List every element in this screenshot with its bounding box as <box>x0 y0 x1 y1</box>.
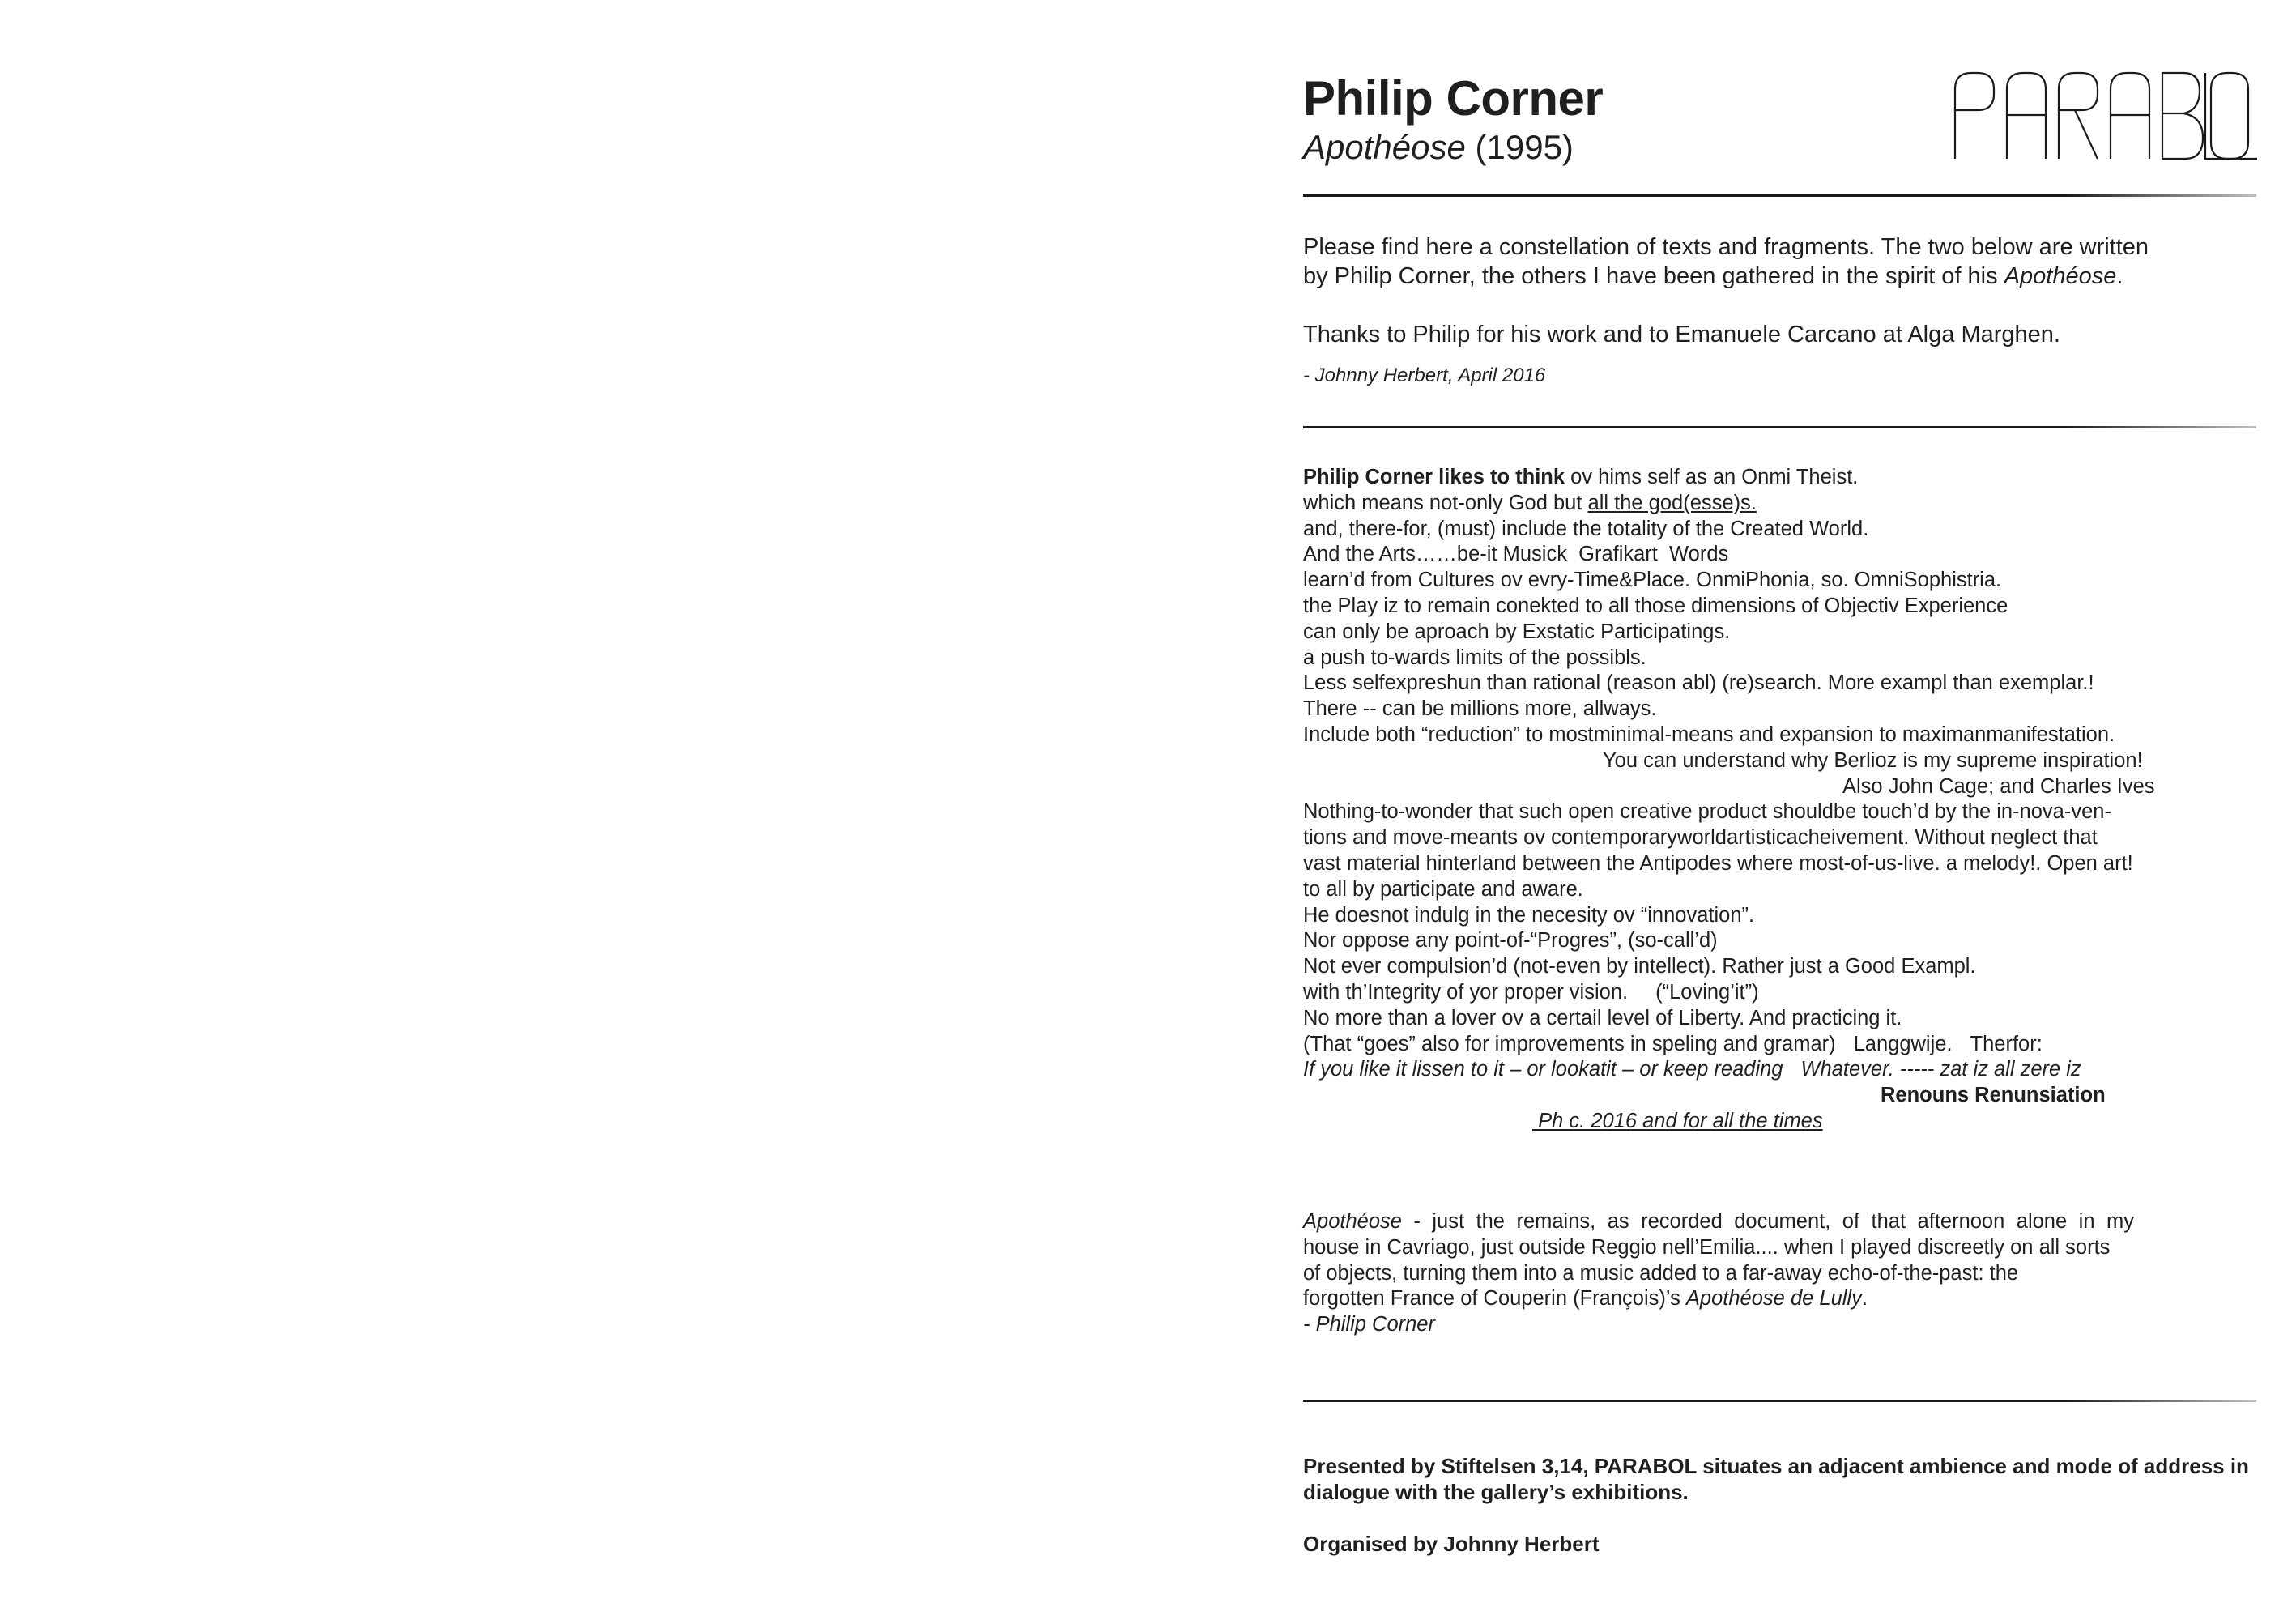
intro-text <box>1303 232 2256 388</box>
statement-line: And the Arts……be-it Musick Grafikart Words <box>1303 543 1729 566</box>
divider-bottom <box>1303 1400 2256 1402</box>
description-word: just <box>1432 1210 1465 1233</box>
statement-text: Therfor: <box>1970 1032 2043 1055</box>
corner-statement <box>1303 465 2256 1135</box>
statement-text: which means not-only God but <box>1303 491 1588 514</box>
statement-line: a push to-wards limits of the possibls. <box>1303 646 1646 669</box>
description-line: house in Cavriago, just outside Reggio nell’Emilia.... when I played discreetly on all sorts <box>1303 1235 2111 1259</box>
statement-line: Nothing-to-wonder that such open creative product shouldbe touch’d by the in-nova-ven- <box>1303 800 2111 824</box>
description-italic: Apothéose de Lully <box>1685 1287 1862 1311</box>
description-word: document, <box>1734 1210 1831 1233</box>
statement-line-indented: Also John Cage; and Charles Ives <box>1842 774 2155 798</box>
statement-line: to all by participate and aware. <box>1303 877 1583 901</box>
description-word: the <box>1476 1210 1505 1233</box>
divider-middle <box>1303 426 2256 428</box>
footer-presented-line-2: dialogue with the gallery’s exhibitions. <box>1303 1480 1689 1504</box>
statement-line <box>1303 1032 2256 1058</box>
intro-thanks: Thanks to Philip for his work and to Emanuele Carcano at Alga Marghen. <box>1303 322 2060 347</box>
footer-presented-line-1: Presented by Stiftelsen 3,14, PARABOL situates an adjacent ambience and mode of address in <box>1303 1454 2249 1478</box>
work-year: (1995) <box>1475 128 1574 166</box>
intro-signature: - Johnny Herbert, April 2016 <box>1303 364 1546 386</box>
statement-line: vast material hinterland between the Antipodes where most-of-us-live. a melody!. Open art! <box>1303 851 2133 875</box>
statement-line: tions and move-meants ov contemporaryworldartisticacheivement. Without neglect that <box>1303 826 2098 850</box>
footer-credits <box>1303 1453 2256 1557</box>
statement-text: Langgwije. <box>1853 1032 1953 1055</box>
statement-line <box>1303 980 2256 1006</box>
description-italic: Apothéose <box>1303 1210 1402 1233</box>
description-signature: - Philip Corner <box>1303 1313 1435 1336</box>
description-word: my <box>2106 1210 2134 1233</box>
description-word: that <box>1871 1210 1906 1233</box>
statement-signature-text: Ph c. 2016 and for all the times <box>1532 1109 1823 1132</box>
description-word: as <box>1607 1210 1629 1233</box>
description-text: . <box>1861 1287 1868 1311</box>
statement-line <box>1303 465 2256 491</box>
statement-text: (That “goes” also for improvements in speling and gramar) <box>1303 1032 1836 1055</box>
statement-line: learn’d from Cultures ov evry-Time&Place. OnmiPhonia, so. OmniSophistria. <box>1303 569 2002 592</box>
description-word: alone <box>2016 1210 2068 1233</box>
description-word: in <box>2078 1210 2095 1233</box>
statement-line: Less selfexpreshun than rational (reason abl) (re)search. More exampl than exemplar.! <box>1303 671 2094 695</box>
description-line <box>1303 1209 2134 1235</box>
intro-line-1: Please find here a constellation of texts and fragments. The two below are written <box>1303 234 2149 260</box>
statement-line: No more than a lover ov a certail level of Liberty. And practicing it. <box>1303 1006 1902 1029</box>
statement-line: and, there-for, (must) include the totality of the Created World. <box>1303 517 1869 540</box>
parabol-logo-L <box>2202 70 2259 160</box>
statement-text: (“Loving’it”) <box>1655 980 1759 1004</box>
statement-italic: If you like it lissen to it – or lookatit – or keep reading <box>1303 1058 1783 1081</box>
statement-underlined: all the god(esse)s. <box>1587 491 1757 514</box>
statement-bold: Philip Corner likes to think <box>1303 466 1565 488</box>
statement-text: ov hims self as an Onmi Theist. <box>1565 466 1859 488</box>
intro-line-2-end: . <box>2116 263 2123 289</box>
statement-line <box>1303 491 2256 517</box>
work-title: Apothéose <box>1303 128 1466 166</box>
statement-line <box>1303 1057 2256 1083</box>
divider-top <box>1303 194 2256 197</box>
statement-line: There -- can be millions more, allways. <box>1303 697 1657 721</box>
statement-line-indented: You can understand why Berlioz is my supreme inspiration! <box>1603 748 2143 772</box>
intro-line-2-text: by Philip Corner, the others I have been gathered in the spirit of his <box>1303 263 2004 289</box>
statement-italic: ----- zat iz all zere iz <box>1893 1058 2081 1081</box>
page-title: Philip Corner <box>1303 71 1604 126</box>
statement-text: with th’Integrity of yor proper vision. <box>1303 980 1629 1004</box>
intro-line-2-italic: Apothéose <box>2004 263 2117 289</box>
statement-line: He doesnot indulg in the necesity ov “innovation”. <box>1303 903 1755 927</box>
statement-line: Not ever compulsion’d (not-even by intellect). Rather just a Good Exampl. <box>1303 955 1976 978</box>
statement-renouns: Renouns Renunsiation <box>1881 1084 2106 1107</box>
description-line: of objects, turning them into a music added to a far-away echo-of-the-past: the <box>1303 1261 2019 1285</box>
statement-line: the Play iz to remain conekted to all those dimensions of Objectiv Experience <box>1303 594 2008 617</box>
description-word: afternoon <box>1917 1210 2005 1233</box>
apotheose-description <box>1303 1209 2256 1338</box>
statement-line: Nor oppose any point-of-“Progres”, (so-call’d) <box>1303 929 1718 953</box>
description-word: of <box>1842 1210 1860 1233</box>
intro-line-2 <box>1303 262 2256 291</box>
statement-italic: Whatever. <box>1800 1058 1894 1081</box>
statement-signature <box>1303 1109 2256 1135</box>
description-line <box>1303 1286 2256 1312</box>
description-word: - <box>1413 1210 1421 1233</box>
description-word: recorded <box>1641 1210 1723 1233</box>
description-word: remains, <box>1516 1210 1596 1233</box>
statement-line: can only be aproach by Exstatic Participatings. <box>1303 620 1731 643</box>
work-subtitle <box>1303 126 1574 168</box>
statement-line: Include both “reduction” to mostminimal-means and expansion to maximanmanifestation. <box>1303 722 2115 746</box>
footer-organised: Organised by Johnny Herbert <box>1303 1532 1600 1556</box>
description-text: forgotten France of Couperin (François)’s <box>1303 1287 1686 1311</box>
